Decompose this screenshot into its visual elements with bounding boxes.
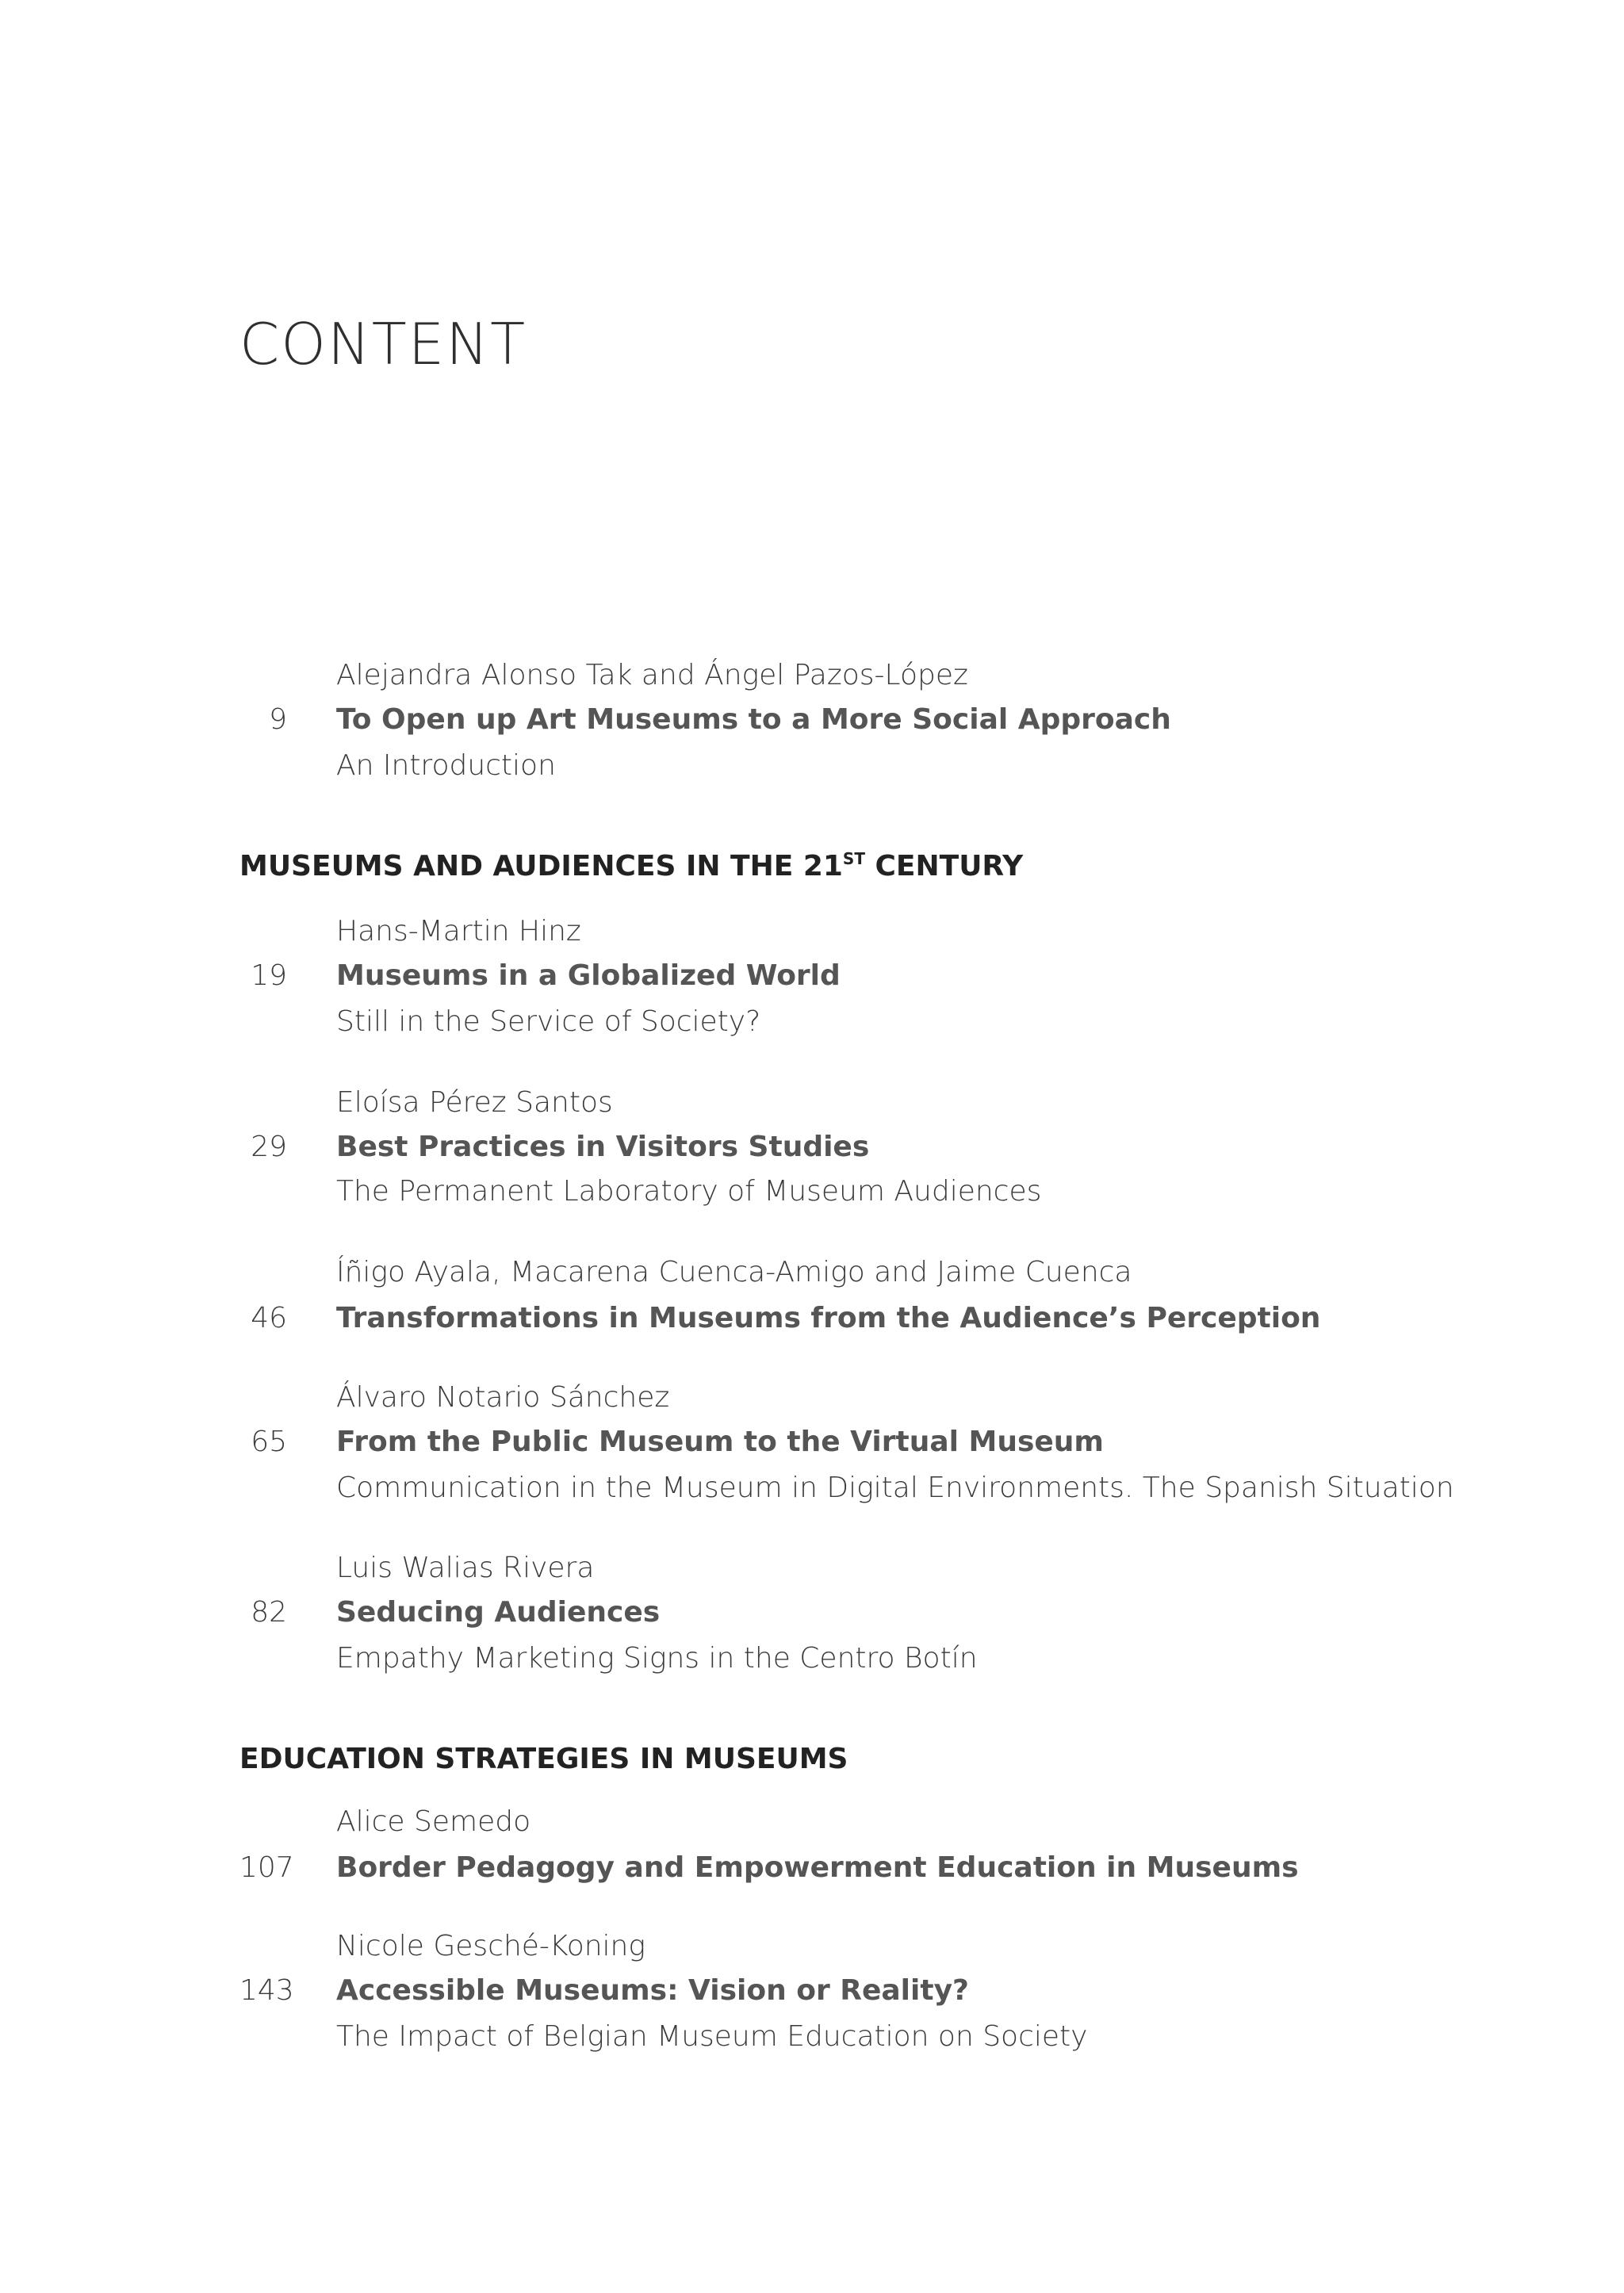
entry-title: Museums in a Globalized World	[336, 959, 841, 992]
entry-page-number: 107	[239, 1851, 294, 1884]
entry-subtitle: Communication in the Museum in Digital Environments. The Spanish Situation	[336, 1472, 1454, 1504]
entry-page-number: 143	[239, 1974, 294, 2007]
entry-author: Alice Semedo	[336, 1805, 531, 1838]
page-title: CONTENT	[239, 311, 527, 377]
entry-page-number: 19	[251, 959, 287, 992]
entry-subtitle: An Introduction	[336, 749, 556, 782]
entry-subtitle: Still in the Service of Society?	[336, 1005, 761, 1038]
entry-title: Seducing Audiences	[336, 1596, 661, 1629]
entry-title: To Open up Art Museums to a More Social Approach	[336, 703, 1171, 736]
entry-author: Álvaro Notario Sánchez	[336, 1381, 670, 1414]
entry-author: Íñigo Ayala, Macarena Cuenca-Amigo and Jaime Cuenca	[336, 1256, 1132, 1288]
section-heading	[239, 849, 1024, 882]
entry-page-number: 46	[251, 1302, 287, 1334]
entry-subtitle: The Permanent Laboratory of Museum Audiences	[336, 1175, 1042, 1208]
section-heading-text: EDUCATION STRATEGIES IN MUSEUMS	[239, 1743, 848, 1775]
entry-author: Luis Walias Rivera	[336, 1552, 595, 1584]
entry-author: Nicole Gesché-Koning	[336, 1930, 645, 1962]
entry-subtitle: Empathy Marketing Signs in the Centro Botín	[336, 1642, 978, 1675]
entry-title: Border Pedagogy and Empowerment Education in Museums	[336, 1851, 1299, 1884]
entry-title: From the Public Museum to the Virtual Museum	[336, 1426, 1104, 1458]
section-heading-superscript: ST	[842, 849, 865, 868]
entry-author: Alejandra Alonso Tak and Ángel Pazos-López	[336, 659, 968, 691]
entry-subtitle: The Impact of Belgian Museum Education on Society	[336, 2020, 1088, 2053]
entry-page-number: 65	[251, 1426, 287, 1458]
entry-author: Hans-Martin Hinz	[336, 915, 581, 947]
entry-title: Transformations in Museums from the Audience’s Perception	[336, 1302, 1321, 1334]
entry-page-number: 9	[269, 703, 287, 736]
entry-page-number: 82	[251, 1596, 287, 1629]
entry-title: Best Practices in Visitors Studies	[336, 1131, 870, 1163]
entry-author: Eloísa Pérez Santos	[336, 1086, 613, 1119]
section-heading-text: MUSEUMS AND AUDIENCES IN THE 21	[239, 850, 843, 882]
section-heading	[239, 1745, 848, 1774]
entry-title: Accessible Museums: Vision or Reality?	[336, 1974, 969, 2007]
section-heading-tail: CENTURY	[864, 850, 1024, 882]
entry-page-number: 29	[251, 1131, 287, 1163]
